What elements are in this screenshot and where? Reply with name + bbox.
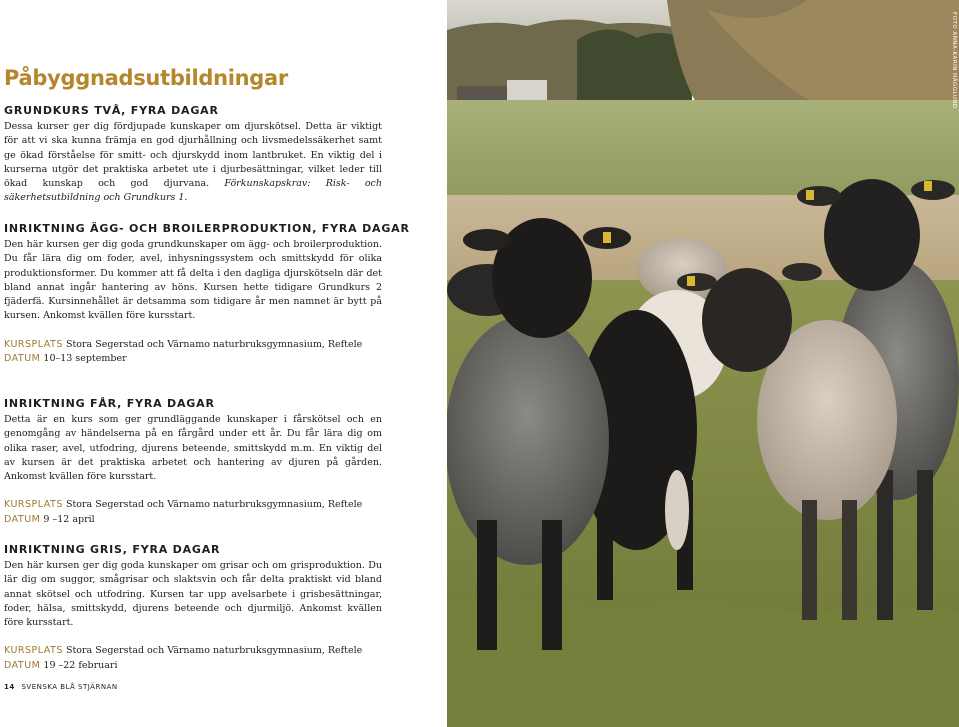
course-date-value: 19 –22 februari bbox=[43, 659, 118, 671]
course-date-label: DATUM bbox=[4, 353, 41, 365]
course-date bbox=[4, 659, 382, 673]
section-body: Den här kursen ger dig goda grundkunskaper om ägg- och broilerproduktion. Du får lära dig om foder, avel, inhysningssystem och smittskydd för olika produktionsformer. Du kommer att få delta i den dagliga djurskötseln där det bland annat ingår hantering av höns. Kursen hette tidigare Grundkurs 2 fjäderfä. Kursinnehållet är detsamma som tidigare år men namnet är bytt på kursen. Ankomst kvällen före kursstart. bbox=[4, 239, 382, 322]
section-agg-broiler bbox=[4, 222, 410, 366]
course-place-value: Stora Segerstad och Värnamo naturbruksgymnasium, Reftele bbox=[65, 338, 363, 350]
sheep-illustration bbox=[447, 0, 959, 727]
section-far bbox=[4, 397, 382, 527]
sheep-photo bbox=[447, 0, 959, 727]
course-place bbox=[4, 644, 382, 658]
section-heading: INRIKTNING FÅR, FYRA DAGAR bbox=[4, 397, 215, 410]
course-date-value: 9 –12 april bbox=[43, 513, 95, 525]
page-number: 14 bbox=[4, 683, 15, 691]
course-date bbox=[4, 513, 382, 527]
course-date bbox=[4, 352, 382, 366]
section-body-text: Dessa kurser ger dig fördjupade kunskaper om djurskötsel. Detta är viktigt för att vi ska kunna främja en god djurhållning och livsmedelssäkerhet samt ge ökad förståelse för smitt- och djurskydd inom lantbruket. En viktig del i kurserna utgör det praktiska arbetet ute i djurbesättningar, vilket leder till ökad kunskap och god djurvana. bbox=[4, 121, 382, 190]
publication-name: SVENSKA BLÅ STJÄRNAN bbox=[21, 683, 118, 691]
course-place-label: KURSPLATS bbox=[4, 499, 63, 511]
photo-credit: FOTO ANNA-KARIN HÄGGLUND bbox=[951, 12, 957, 109]
course-place-value: Stora Segerstad och Värnamo naturbruksgymnasium, Reftele bbox=[65, 499, 363, 511]
section-gris bbox=[4, 543, 382, 673]
course-place bbox=[4, 338, 382, 352]
course-date-label: DATUM bbox=[4, 513, 41, 525]
section-heading: INRIKTNING ÄGG- OCH BROILERPRODUKTION, FYRA DAGAR bbox=[4, 222, 410, 235]
course-place-label: KURSPLATS bbox=[4, 645, 63, 657]
course-place-value: Stora Segerstad och Värnamo naturbruksgymnasium, Reftele bbox=[65, 645, 363, 657]
course-place bbox=[4, 498, 382, 512]
section-heading: GRUNDKURS TVÅ, FYRA DAGAR bbox=[4, 104, 219, 117]
prerequisites-text: Förkunskapskrav: Risk- och säkerhetsutbildning och Grundkurs 1. bbox=[4, 178, 382, 204]
section-body: Detta är en kurs som ger grundläggande kunskaper i fårskötsel och en genomgång av händelserna på en fårgård under ett år. Du får lära dig om olika raser, avel, utfodring, djurens beteende, smittskydd m.m. En viktig del av kursen är det praktiska arbetet och hantering av djuren på gården. Ankomst kvällen före kursstart. bbox=[4, 414, 382, 483]
course-date-label: DATUM bbox=[4, 659, 41, 671]
section-body bbox=[4, 120, 382, 206]
course-date-value: 10–13 september bbox=[43, 353, 127, 365]
section-heading: INRIKTNING GRIS, FYRA DAGAR bbox=[4, 543, 221, 556]
section-body: Den här kursen ger dig goda kunskaper om grisar och om grisproduktion. Du lär dig om suggor, smågrisar och slaktsvin och får delta praktiskt vid bland annat skötsel och utfodring. Kursen tar upp avelsarbete i grisbesättningar, foder, hälsa, smittskydd, djurens beteende och djurmiljö. Ankomst kvällen före kursstart. bbox=[4, 560, 382, 629]
page-title: Påbyggnadsutbildningar bbox=[4, 66, 288, 90]
section-grundkurs-tva bbox=[4, 104, 382, 206]
course-place-label: KURSPLATS bbox=[4, 338, 63, 350]
page-footer bbox=[4, 683, 118, 691]
